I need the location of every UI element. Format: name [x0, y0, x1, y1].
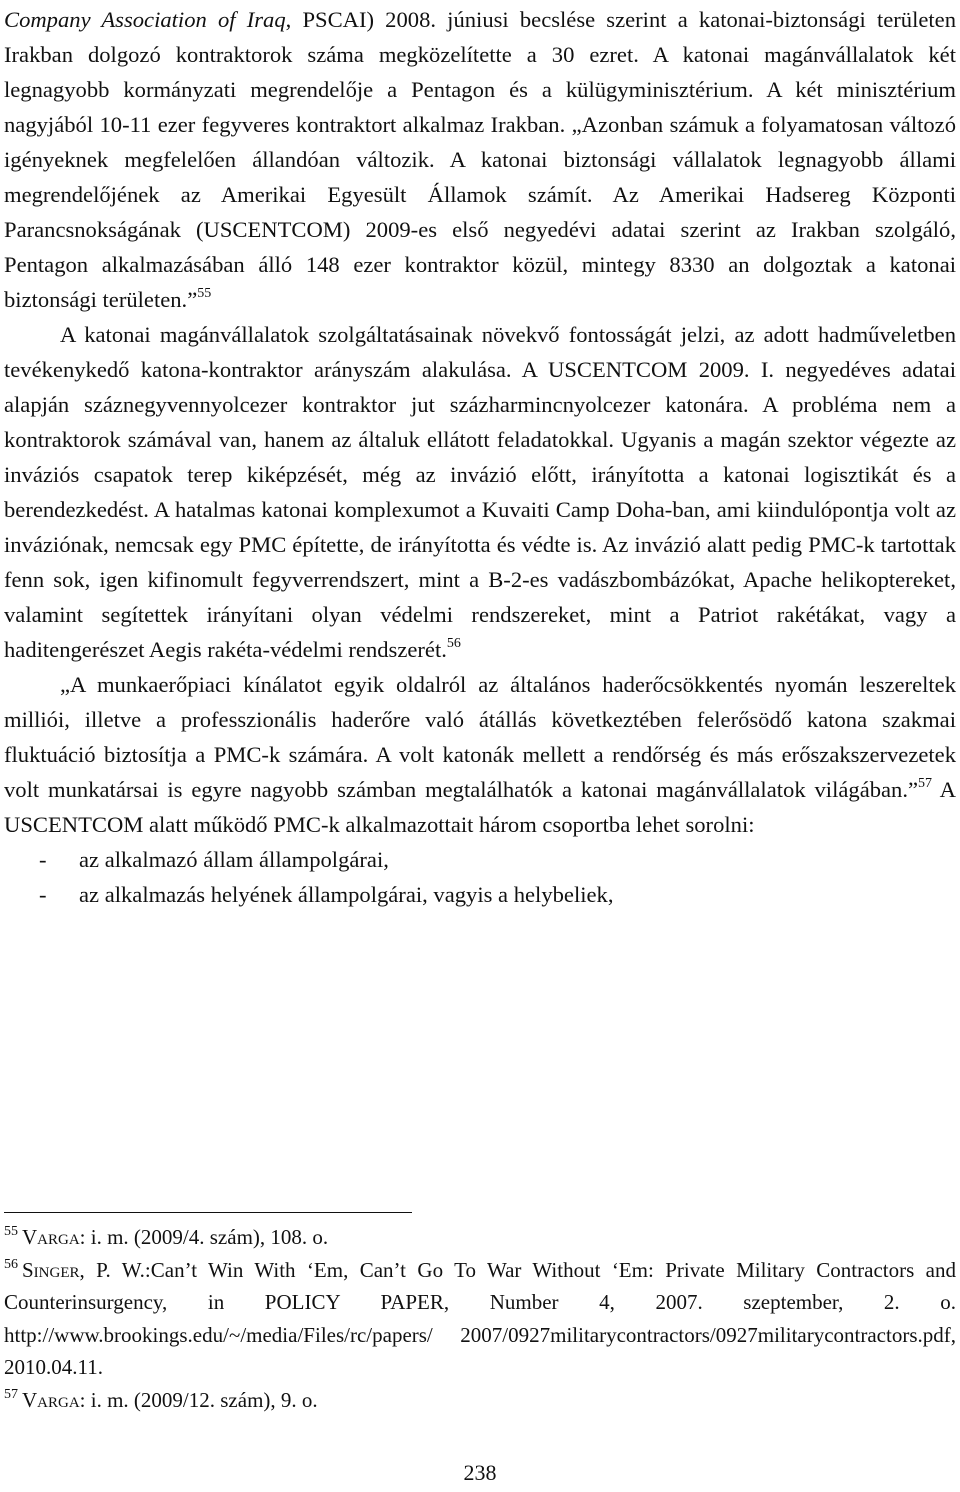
footnote-55 [4, 1221, 956, 1254]
list-item [4, 842, 956, 877]
footnote-text: : i. m. (2009/4. szám), 108. o. [79, 1225, 329, 1249]
footnote-text: : i. m. (2009/12. szám), 9. o. [79, 1387, 318, 1412]
group-list [4, 842, 956, 912]
footnote-57 [4, 1384, 956, 1417]
footnote-number: 56 [4, 1256, 18, 1272]
list-item-text: az alkalmazás helyének állampolgárai, vagyis a helybeliek, [79, 882, 614, 907]
body-text [4, 2, 956, 842]
page-number: 238 [463, 1460, 497, 1485]
footnote-ref-55[interactable]: 55 [197, 286, 212, 301]
paragraph-2-text: A katonai magánvállalatok szolgáltatásainak növekvő fontosságát jelzi, az adott hadműveletben tevékenykedő katona-kontraktor arányszám alakulása. A USCENTCOM 2009. I. negyedéves adatai alapján száznegyvennyolcezer kontraktor jut százharmincnyolcezer katonára. A probléma nem a kontraktorok számával van, hanem az általuk ellátott feladatokkal. Ugyanis a magán szektor végezte az inváziós csapatok terep kiképzését, még az invázió előtt, irányította a katonai logisztikát és a berendezkedést. A hatalmas katonai komplexumot a Kuvaiti Camp Doha-ban, ami kiindulópontja volt az inváziónak, nemcsak egy PMC építette, de irányította és védte is. Az invázió alatt pedig PMC-k tartottak fenn sok, igen kifinomult fegyverrendszert, mint a B-2-es vadászbombázókat, Apache helikoptereket, valamint segítettek irányítani olyan védelmi rendszereket, mint a Patriot rakétákat, vagy a haditengerészet Aegis rakéta-védelmi rendszerét. [4, 322, 956, 662]
paragraph-1-text: , PSCAI) 2008. júniusi becslése szerint a katonai-biztonsági területen Irakban dolgozó kontraktorok száma megközelítette a 30 ezret. A katonai magánvállalatok két legnagyobb kormányzati megrendelője a Pentagon és a külügyminisztérium. A két minisztérium nagyjából 10-11 ezer fegyveres kontraktort alkalmaz Irakban. „Azonban számuk a folyamatosan változó igényeknek megfelelően állandóan változik. A katonai biztonsági vállalatok legnagyobb állami megrendelőjének az Amerikai Egyesült Államok számít. Az Amerikai Hadsereg Központi Parancsnokságának (USCENTCOM) 2009-es első negyedévi adatai szerint az Irakban szolgáló, Pentagon alkalmazásában álló 148 ezer kontraktor közül, mintegy 8330 an dolgoztak a katonai biztonsági területen.” [4, 7, 956, 312]
list-marker: - [39, 882, 47, 907]
paragraph-3-text: „A munkaerőpiaci kínálatot egyik oldalról az általános haderőcsökkentés nyomán leszereltek milliói, illetve a professzionális haderőre való átállás következtében felerősödő katona szakmai fluktuáció biztosítja a PMC-k számára. A volt katonák mellett a rendőrség és más erőszakszervezetek volt munkatársai is egyre nagyobb számban megtalálhatók a katonai magánvállalatok világában.” [4, 672, 956, 802]
list-item [4, 877, 956, 912]
italic-org-name: Company Association of Iraq [4, 7, 286, 32]
footnote-author: Varga [22, 1225, 80, 1249]
footnote-number: 57 [4, 1386, 18, 1402]
footnote-text[interactable]: , P. W.:Can’t Win With ‘Em, Can’t Go To War Without ‘Em: Private Military Contractors and Counterinsurgency, in POLICY PAPER, Number 4, 2007. szeptember, 2. o. http://www.brookings.edu/~/media/Files/rc/papers/ 2007/0927militarycontractors/0927militarycontractors.pdf, 2010.04.11. [4, 1257, 956, 1379]
paragraph-3-continuation: A USCENTCOM alatt működő PMC-k alkalmazottait három csoportba lehet sorolni: [4, 777, 957, 837]
footnote-56 [4, 1254, 956, 1384]
footnote-author: Varga [22, 1387, 80, 1412]
footnote-author: Singer [22, 1257, 80, 1282]
paragraph-1 [4, 2, 956, 317]
list-marker: - [39, 847, 47, 872]
paragraph-3 [4, 667, 956, 842]
paragraph-2 [4, 317, 956, 667]
footnote-number: 55 [4, 1224, 18, 1239]
footnotes [4, 1212, 956, 1416]
footnote-divider [4, 1212, 412, 1213]
footnote-ref-56[interactable]: 56 [446, 636, 461, 651]
footnote-ref-57[interactable]: 57 [918, 776, 933, 791]
list-item-text: az alkalmazó állam állampolgárai, [79, 847, 389, 872]
